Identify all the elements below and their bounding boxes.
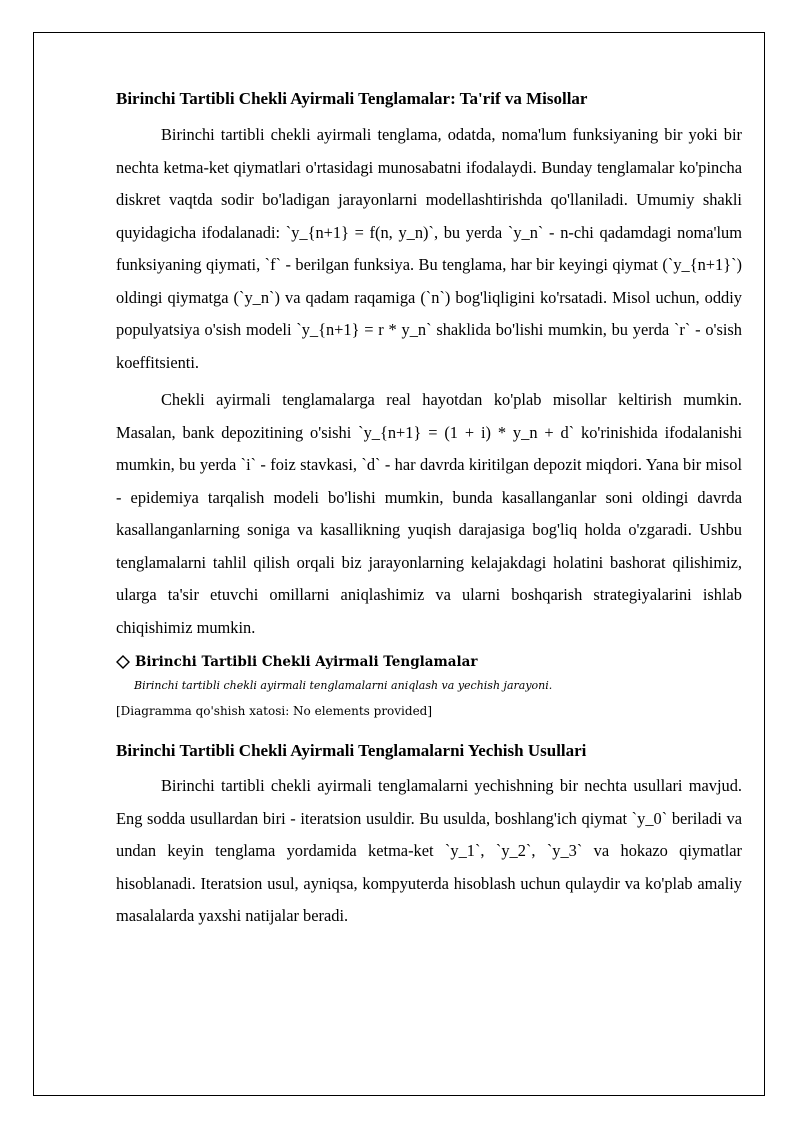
paragraph-examples: Chekli ayirmali tenglamalarga real hayotdan ko'plab misollar keltirish mumkin. Masalan, bank depozitining o'sishi `y_{n+1} = (1 + i) * y_n + d` ko'rinishida ifodalanishi mumkin, bu yerda `i` - foiz stavkasi, `d` - har davrda kiritilgan depozit miqdori. Yana bir misol - epidemiya tarqalish modeli bo'lishi mumkin, bunda kasallanganlar soni oldingi davrda kasallanganlarning soniga va kasallikning yuqish darajasiga bog'liq holda o'zgaradi. Ushbu tenglamalarni tahlil qilish orqali biz jarayonlarning kelajakdagi holatini bashorat qilishimiz, ularga ta'sir etuvchi omillarni aniqlashimiz va ularni boshqarish strategiyalarini ishlab chiqishimiz mumkin. — [116, 390, 742, 637]
diagram-error-text: [Diagramma qo'shish xatosi: No elements provided] — [116, 704, 433, 718]
diagram-title — [116, 652, 742, 672]
diagram-block — [116, 652, 742, 720]
paragraph-methods: Birinchi tartibli chekli ayirmali tenglamalarni yechishning bir nechta usullari mavjud. Eng sodda usullardan biri - iteratsion usuldir. Bu usulda, boshlang'ich qiymat `y_0` beriladi va undan keyin tenglama yordamida ketma-ket `y_1`, `y_2`, `y_3` va hokazo qiymatlar hisoblanadi. Iteratsion usul, ayniqsa, kompyuterda hisoblash uchun qulaydir va ko'plab amaliy masalalarda yaxshi natijalar beradi. — [116, 776, 742, 925]
diagram-caption: Birinchi tartibli chekli ayirmali tenglamalarni aniqlash va yechish jarayoni. — [134, 679, 553, 692]
document-body — [116, 84, 742, 933]
paragraph-definition: Birinchi tartibli chekli ayirmali tenglama, odatda, noma'lum funksiyaning bir yoki bir nechta ketma-ket qiymatlari o'rtasidagi munosabatni ifodalaydi. Bunday tenglamalar ko'pincha diskret vaqtda sodir bo'ladigan jarayonlarni modellashtirishda qo'llaniladi. Umumiy shakli quyidagicha ifodalanadi: `y_{n+1} = f(n, y_n)`, bu yerda `y_n` - n-chi qadamdagi noma'lum funksiyaning qiymati, `f` - berilgan funksiya. Bu tenglama, har bir keyingi qiymat (`y_{n+1}`) oldingi qiymatga (`y_n`) va qadam raqamiga (`n`) bog'liqligini ko'rsatadi. Misol uchun, oddiy populyatsiya o'sish modeli `y_{n+1} = r * y_n` shaklida bo'lishi mumkin, bu yerda `r` - o'sish koeffitsienti. — [116, 125, 742, 372]
section-heading-definition: Birinchi Tartibli Chekli Ayirmali Tenglamalar: Ta'rif va Misollar — [116, 89, 588, 108]
section-heading-methods: Birinchi Tartibli Chekli Ayirmali Tenglamalarni Yechish Usullari — [116, 741, 587, 760]
diamond-icon — [116, 655, 130, 669]
diagram-title-text: Birinchi Tartibli Chekli Ayirmali Tenglamalar — [135, 654, 478, 670]
